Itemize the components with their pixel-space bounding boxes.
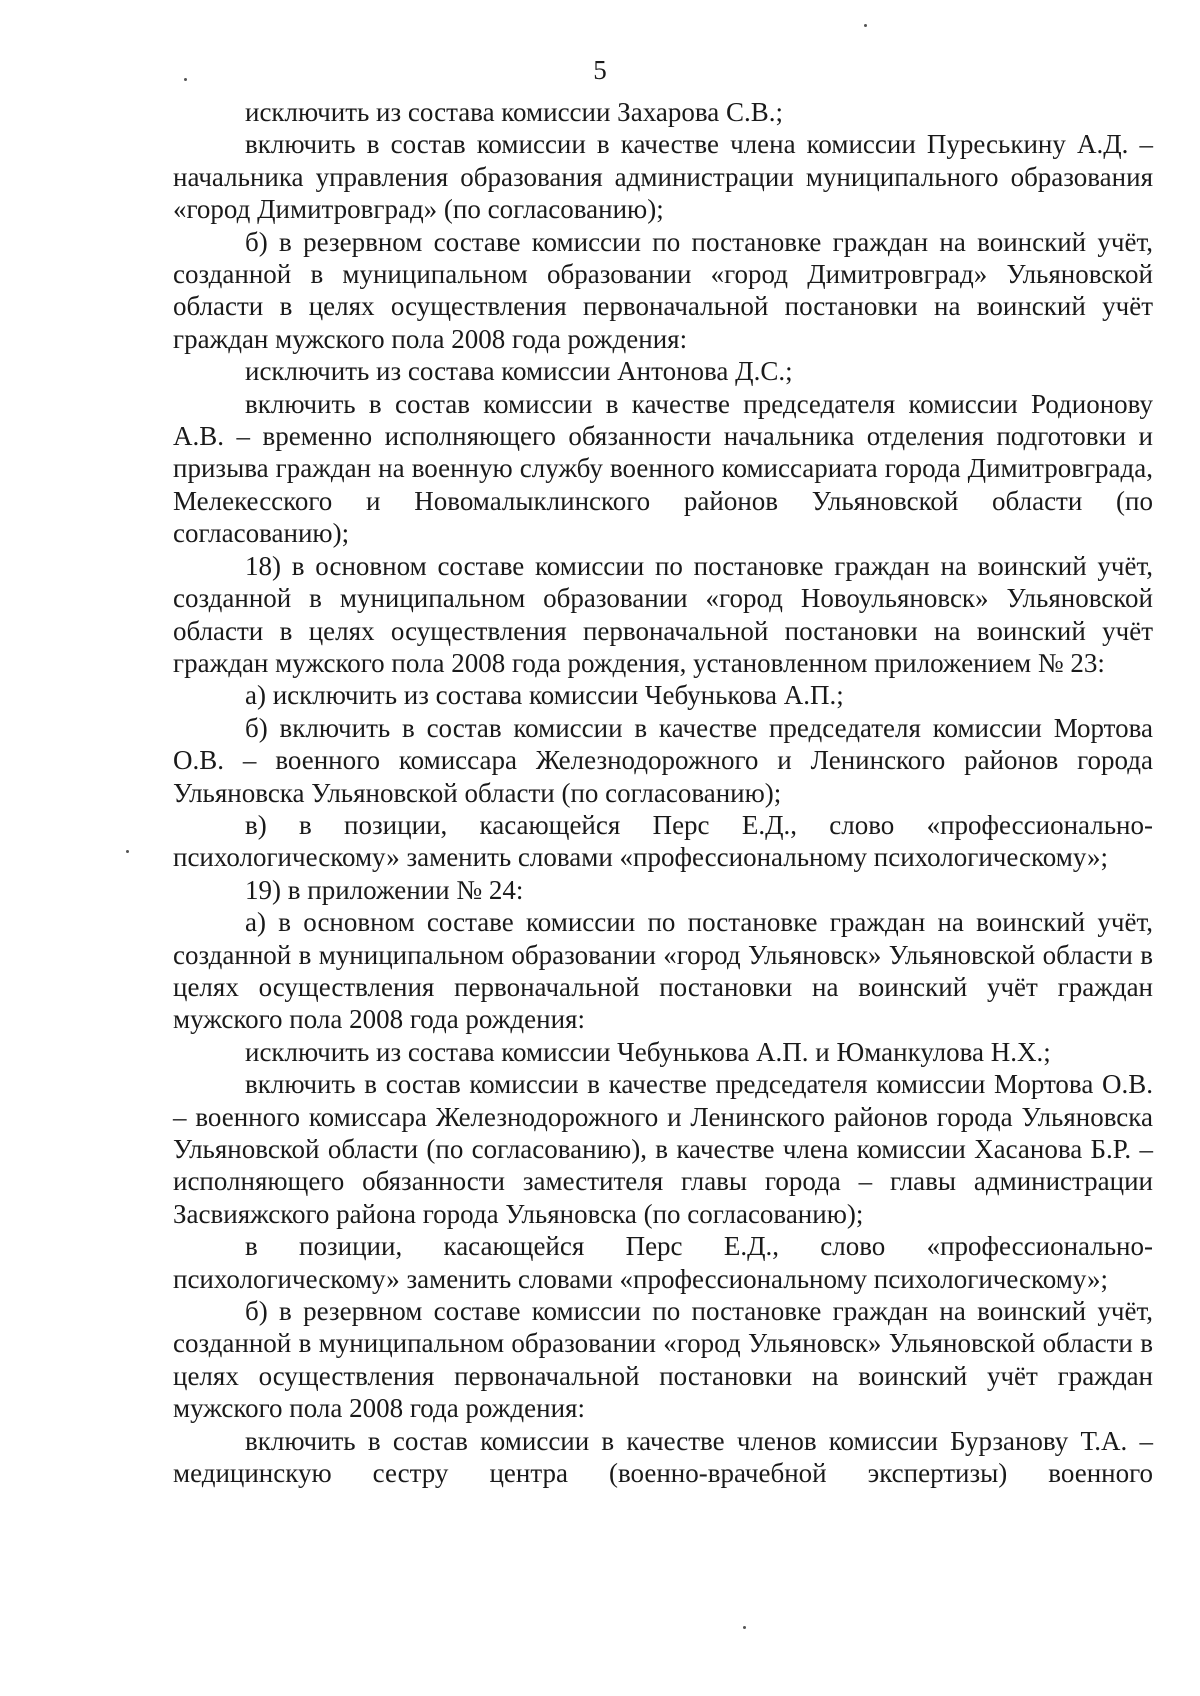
page-number: 5 <box>593 55 607 85</box>
paragraph: включить в состав комиссии в качестве члена комиссии Пуреськину А.Д. – начальника управления образования администрации муниципального образования «город Димитровград» (по согласованию); <box>173 129 1153 225</box>
scan-speck <box>743 1626 746 1629</box>
scan-speck <box>126 850 129 853</box>
paragraph: исключить из состава комиссии Антонова Д.С.; <box>245 356 793 387</box>
paragraph: включить в состав комиссии в качестве председателя комиссии Мортова О.В. – военного комиссара Железнодорожного и Ленинского районов города Ульяновска Ульяновской области (по согласованию), в качестве члена комиссии Хасанова Б.Р. – исполняющего обязанности заместителя главы города – главы администрации Засвияжского района города Ульяновска (по согласованию); <box>173 1069 1153 1229</box>
paragraph: исключить из состава комиссии Чебунькова А.П. и Юманкулова Н.Х.; <box>245 1036 1051 1067</box>
document-body <box>173 96 1153 1489</box>
scan-speck <box>864 24 867 27</box>
paragraph: б) в резервном составе комиссии по постановке граждан на воинский учёт, созданной в муниципальном образовании «город Димитровград» Ульяновской области в целях осуществления первоначальной постановки на воинский учёт граждан мужского пола 2008 года рождения: <box>173 226 1153 354</box>
paragraph: в позиции, касающейся Перс Е.Д., слово «профессионально-психологическому» заменить словами «профессиональному психологическому»; <box>173 1231 1153 1294</box>
paragraph: а) в основном составе комиссии по постановке граждан на воинский учёт, созданной в муниципальном образовании «город Ульяновск» Ульяновской области в целях осуществления первоначальной постановки на воинский учёт граждан мужского пола 2008 года рождения: <box>173 907 1153 1035</box>
paragraph: а) исключить из состава комиссии Чебунькова А.П.; <box>245 680 844 711</box>
paragraph: б) включить в состав комиссии в качестве председателя комиссии Мортова О.В. – военного комиссара Железнодорожного и Ленинского районов города Ульяновска Ульяновской области (по согласованию); <box>173 712 1153 808</box>
paragraph: включить в состав комиссии в качестве членов комиссии Бурзанову Т.А. – медицинскую сестру центра (военно-врачебной экспертизы) военного <box>173 1425 1153 1489</box>
paragraph: в) в позиции, касающейся Перс Е.Д., слово «профессионально-психологическому» заменить словами «профессиональному психологическому»; <box>173 809 1153 873</box>
paragraph: включить в состав комиссии в качестве председателя комиссии Родионову А.В. – временно исполняющего обязанности начальника отделения подготовки и призыва граждан на военную службу военного комиссариата города Димитровграда, Мелекесского и Новомалыклинского районов Ульяновской области (по согласованию); <box>173 388 1153 549</box>
paragraph: б) в резервном составе комиссии по постановке граждан на воинский учёт, созданной в муниципальном образовании «город Ульяновск» Ульяновской области в целях осуществления первоначальной постановки на воинский учёт граждан мужского пола 2008 года рождения: <box>173 1296 1153 1424</box>
paragraph: 19) в приложении № 24: <box>245 874 524 905</box>
paragraph: исключить из состава комиссии Захарова С.В.; <box>245 97 783 127</box>
paragraph: 18) в основном составе комиссии по постановке граждан на воинский учёт, созданной в муниципальном образовании «город Новоульяновск» Ульяновской области в целях осуществления первоначальной постановки на воинский учёт граждан мужского пола 2008 года рождения, установленном приложением № 23: <box>173 550 1153 678</box>
